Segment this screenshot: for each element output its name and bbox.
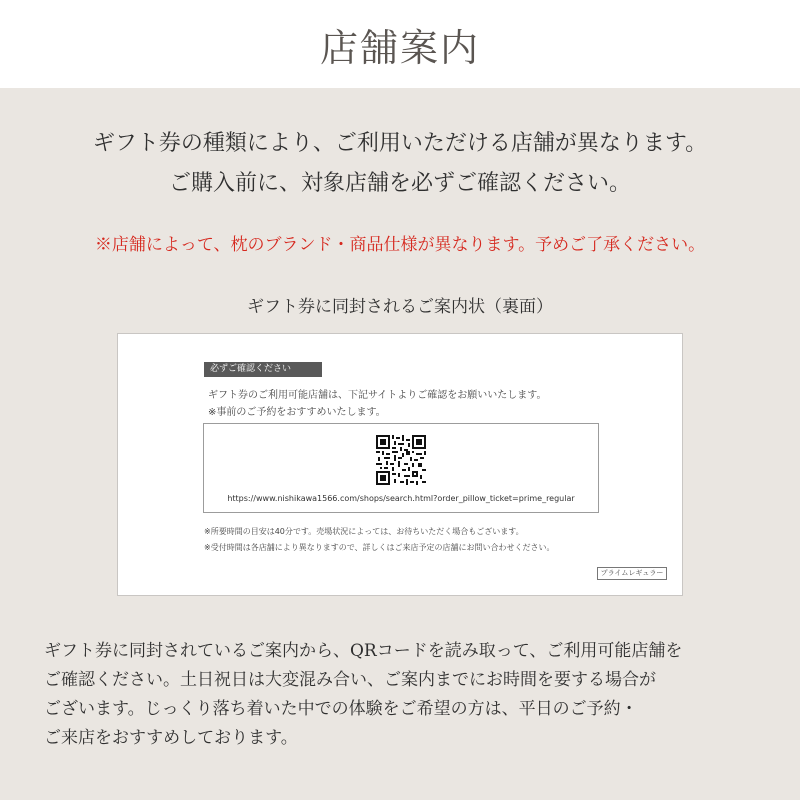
card-note-hours: ※受付時間は各店舗により異なりますので、詳しくはご来店予定の店舗にお問い合わせください。 — [204, 543, 555, 552]
card-tag: 必ずご確認ください — [204, 362, 322, 377]
plan-badge: プライムレギュラー — [597, 567, 667, 580]
card-note-duration: ※所要時間の目安は40分です。売場状況によっては、お待ちいただく場合もございます。 — [204, 527, 524, 536]
guide-card-image — [117, 333, 683, 596]
card-instruction: ギフト券のご利用可能店舗は、下記サイトよりご確認をお願いいたします。 — [208, 390, 547, 401]
card-reservation-note: ※事前のご予約をおすすめいたします。 — [208, 407, 386, 418]
intro-text — [0, 124, 800, 204]
shop-search-url: https://www.nishikawa1566.com/shops/search.html?order_pillow_ticket=prime_regular — [227, 494, 575, 503]
header — [0, 0, 800, 88]
intro-line-2: ご購入前に、対象店舗を必ずご確認ください。 — [168, 171, 631, 196]
body-line-3: ございます。じっくり落ち着いた中での体験をご希望の方は、平日のご予約・ — [44, 699, 638, 719]
body-line-2: ご確認ください。土日祝日は大変混み合い、ご案内までにお時間を要する場合が — [44, 670, 656, 690]
card-caption: ギフト券に同封されるご案内状（裏面） — [247, 297, 553, 317]
qr-code-icon — [376, 435, 426, 485]
page-title: 店舗案内 — [319, 25, 480, 70]
body-line-4: ご来店をおすすめしております。 — [44, 728, 298, 748]
intro-line-1: ギフト券の種類により、ご利用いただける店舗が異なります。 — [92, 131, 708, 156]
body-line-1: ギフト券に同封されているご案内から、QRコードを読み取って、ご利用可能店舗を — [44, 641, 683, 661]
body-text — [44, 637, 774, 753]
warning-note: ※店舗によって、枕のブランド・商品仕様が異なります。予めご了承ください。 — [94, 235, 706, 255]
qr-box — [203, 423, 599, 513]
